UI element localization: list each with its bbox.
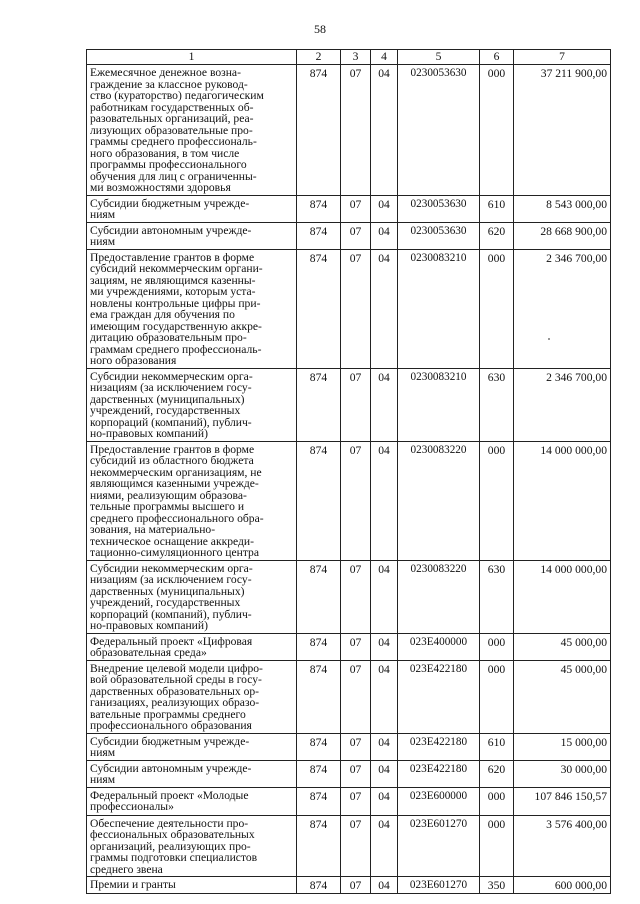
row-section-cell: 07 xyxy=(341,733,371,760)
row-subsection-cell: 04 xyxy=(371,441,398,560)
row-target-article-cell: 023E601270 xyxy=(398,815,480,877)
row-name-cell: Премии и гранты xyxy=(87,877,297,894)
row-name-cell: Обеспечение деятельности про- фессиональных образовательных организаций, реализующих про- граммы подготовки специалистов среднего звена xyxy=(87,815,297,877)
row-admin-code-cell: 874 xyxy=(297,815,341,877)
table-row xyxy=(87,368,611,441)
row-target-article-cell: 023E400000 xyxy=(398,633,480,660)
header-col-6: 6 xyxy=(480,50,514,65)
table-row xyxy=(87,633,611,660)
row-admin-code-cell: 874 xyxy=(297,441,341,560)
row-expense-type-cell: 630 xyxy=(480,368,514,441)
row-expense-type-cell: 630 xyxy=(480,560,514,633)
row-subsection-cell: 04 xyxy=(371,633,398,660)
row-name-cell: Субсидии бюджетным учрежде- ниям xyxy=(87,195,297,222)
header-col-2: 2 xyxy=(297,50,341,65)
row-amount-cell: 14 000 000,00 xyxy=(514,560,611,633)
table-row xyxy=(87,560,611,633)
row-subsection-cell: 04 xyxy=(371,760,398,787)
row-amount-cell: 45 000,00 xyxy=(514,660,611,733)
row-name-cell: Предоставление грантов в форме субсидий из областного бюджета некоммерческим организациям, не являющимся казенными учрежде- ниями, реализующим образова- тельные программы высшего и среднего профессионального обра- зования, на материально- техническое оснащение аккреди- тационно-симуляционного центра xyxy=(87,441,297,560)
row-section-cell: 07 xyxy=(341,195,371,222)
row-section-cell: 07 xyxy=(341,560,371,633)
row-subsection-cell: 04 xyxy=(371,877,398,894)
row-target-article-cell: 0230053630 xyxy=(398,195,480,222)
row-name-cell: Субсидии автономным учрежде- ниям xyxy=(87,760,297,787)
row-target-article-cell: 023E422180 xyxy=(398,760,480,787)
row-expense-type-cell: 620 xyxy=(480,760,514,787)
row-subsection-cell: 04 xyxy=(371,733,398,760)
row-amount-cell: 37 211 900,00 xyxy=(514,65,611,196)
table-row xyxy=(87,65,611,196)
row-name-cell: Предоставление грантов в форме субсидий некоммерческим органи- зациям, не являющимся казенны- ми учреждениями, которым уста- новлены контрольные цифры при- ема граждан для обучения по имеющим государственную аккре- дитацию образовательным про- граммам среднего профессиональ- ного образования xyxy=(87,249,297,368)
table-row xyxy=(87,660,611,733)
row-admin-code-cell: 874 xyxy=(297,633,341,660)
row-section-cell: 07 xyxy=(341,65,371,196)
row-admin-code-cell: 874 xyxy=(297,249,341,368)
row-section-cell: 07 xyxy=(341,660,371,733)
row-name-cell: Федеральный проект «Молодые профессионалы» xyxy=(87,787,297,815)
table-row xyxy=(87,733,611,760)
table-row xyxy=(87,195,611,222)
row-expense-type-cell: 000 xyxy=(480,787,514,815)
row-admin-code-cell: 874 xyxy=(297,787,341,815)
row-section-cell: 07 xyxy=(341,441,371,560)
row-subsection-cell: 04 xyxy=(371,65,398,196)
table-row xyxy=(87,787,611,815)
row-name-cell: Ежемесячное денежное возна- граждение за классное руковод- ство (кураторство) педагогическим работникам государственных об- разовательных организаций, реа- лизующих образовательные про- граммы среднего профессиональ- ного образования, в том числе программы профессионального обучения для лиц с ограниченны- ми возможностями здоровья xyxy=(87,65,297,196)
row-name-cell: Внедрение целевой модели цифро- вой образовательной среды в госу- дарственных образовательных ор- ганизациях, реализующих образо- вательные программы среднего профессионального образования xyxy=(87,660,297,733)
row-amount-cell: 2 346 700,00 xyxy=(514,249,611,368)
row-expense-type-cell: 000 xyxy=(480,633,514,660)
header-col-7: 7 xyxy=(514,50,611,65)
table-body xyxy=(87,65,611,894)
row-section-cell: 07 xyxy=(341,633,371,660)
table-row xyxy=(87,760,611,787)
row-admin-code-cell: 874 xyxy=(297,195,341,222)
row-target-article-cell: 0230053630 xyxy=(398,65,480,196)
row-section-cell: 07 xyxy=(341,787,371,815)
row-target-article-cell: 023E600000 xyxy=(398,787,480,815)
page-number: 58 xyxy=(314,22,326,36)
row-target-article-cell: 023E422180 xyxy=(398,733,480,760)
row-subsection-cell: 04 xyxy=(371,815,398,877)
row-name-cell: Федеральный проект «Цифровая образовательная среда» xyxy=(87,633,297,660)
row-admin-code-cell: 874 xyxy=(297,560,341,633)
row-expense-type-cell: 000 xyxy=(480,660,514,733)
row-expense-type-cell: 000 xyxy=(480,249,514,368)
row-amount-cell: 107 846 150,57 xyxy=(514,787,611,815)
row-subsection-cell: 04 xyxy=(371,195,398,222)
row-amount-cell: 28 668 900,00 xyxy=(514,222,611,249)
row-section-cell: 07 xyxy=(341,249,371,368)
row-name-cell: Субсидии бюджетным учрежде- ниям xyxy=(87,733,297,760)
table-row xyxy=(87,441,611,560)
row-subsection-cell: 04 xyxy=(371,787,398,815)
row-admin-code-cell: 874 xyxy=(297,65,341,196)
row-target-article-cell: 023E422180 xyxy=(398,660,480,733)
row-amount-cell: 45 000,00 xyxy=(514,633,611,660)
row-admin-code-cell: 874 xyxy=(297,660,341,733)
row-expense-type-cell: 620 xyxy=(480,222,514,249)
table-row xyxy=(87,222,611,249)
row-target-article-cell: 0230083210 xyxy=(398,249,480,368)
row-admin-code-cell: 874 xyxy=(297,222,341,249)
row-name-cell: Субсидии некоммерческим орга- низациям (за исключением госу- дарственных (муниципальных) учреждений, государственных корпораций (компаний), публич- но-правовых компаний) xyxy=(87,368,297,441)
row-expense-type-cell: 610 xyxy=(480,733,514,760)
row-section-cell: 07 xyxy=(341,368,371,441)
row-admin-code-cell: 874 xyxy=(297,733,341,760)
row-subsection-cell: 04 xyxy=(371,249,398,368)
table-row xyxy=(87,249,611,368)
header-row xyxy=(87,50,611,65)
scan-speck xyxy=(548,338,550,340)
header-col-3: 3 xyxy=(341,50,371,65)
row-amount-cell: 3 576 400,00 xyxy=(514,815,611,877)
row-target-article-cell: 0230083210 xyxy=(398,368,480,441)
row-name-cell: Субсидии автономным учрежде- ниям xyxy=(87,222,297,249)
header-col-1: 1 xyxy=(87,50,297,65)
row-section-cell: 07 xyxy=(341,877,371,894)
row-name-cell: Субсидии некоммерческим орга- низациям (за исключением госу- дарственных (муниципальных) учреждений, государственных корпораций (компаний), публич- но-правовых компаний) xyxy=(87,560,297,633)
row-amount-cell: 14 000 000,00 xyxy=(514,441,611,560)
row-amount-cell: 8 543 000,00 xyxy=(514,195,611,222)
row-target-article-cell: 0230053630 xyxy=(398,222,480,249)
budget-table xyxy=(86,49,611,894)
table-row xyxy=(87,877,611,894)
row-target-article-cell: 023E601270 xyxy=(398,877,480,894)
header-col-4: 4 xyxy=(371,50,398,65)
row-admin-code-cell: 874 xyxy=(297,368,341,441)
row-subsection-cell: 04 xyxy=(371,560,398,633)
row-expense-type-cell: 000 xyxy=(480,441,514,560)
row-amount-cell: 2 346 700,00 xyxy=(514,368,611,441)
row-amount-cell: 15 000,00 xyxy=(514,733,611,760)
row-target-article-cell: 0230083220 xyxy=(398,441,480,560)
row-expense-type-cell: 000 xyxy=(480,65,514,196)
row-expense-type-cell: 000 xyxy=(480,815,514,877)
row-admin-code-cell: 874 xyxy=(297,760,341,787)
row-target-article-cell: 0230083220 xyxy=(398,560,480,633)
row-amount-cell: 30 000,00 xyxy=(514,760,611,787)
row-expense-type-cell: 350 xyxy=(480,877,514,894)
table-row xyxy=(87,815,611,877)
row-subsection-cell: 04 xyxy=(371,222,398,249)
row-subsection-cell: 04 xyxy=(371,660,398,733)
row-amount-cell: 600 000,00 xyxy=(514,877,611,894)
row-admin-code-cell: 874 xyxy=(297,877,341,894)
row-subsection-cell: 04 xyxy=(371,368,398,441)
row-section-cell: 07 xyxy=(341,760,371,787)
row-expense-type-cell: 610 xyxy=(480,195,514,222)
row-section-cell: 07 xyxy=(341,222,371,249)
header-col-5: 5 xyxy=(398,50,480,65)
row-section-cell: 07 xyxy=(341,815,371,877)
